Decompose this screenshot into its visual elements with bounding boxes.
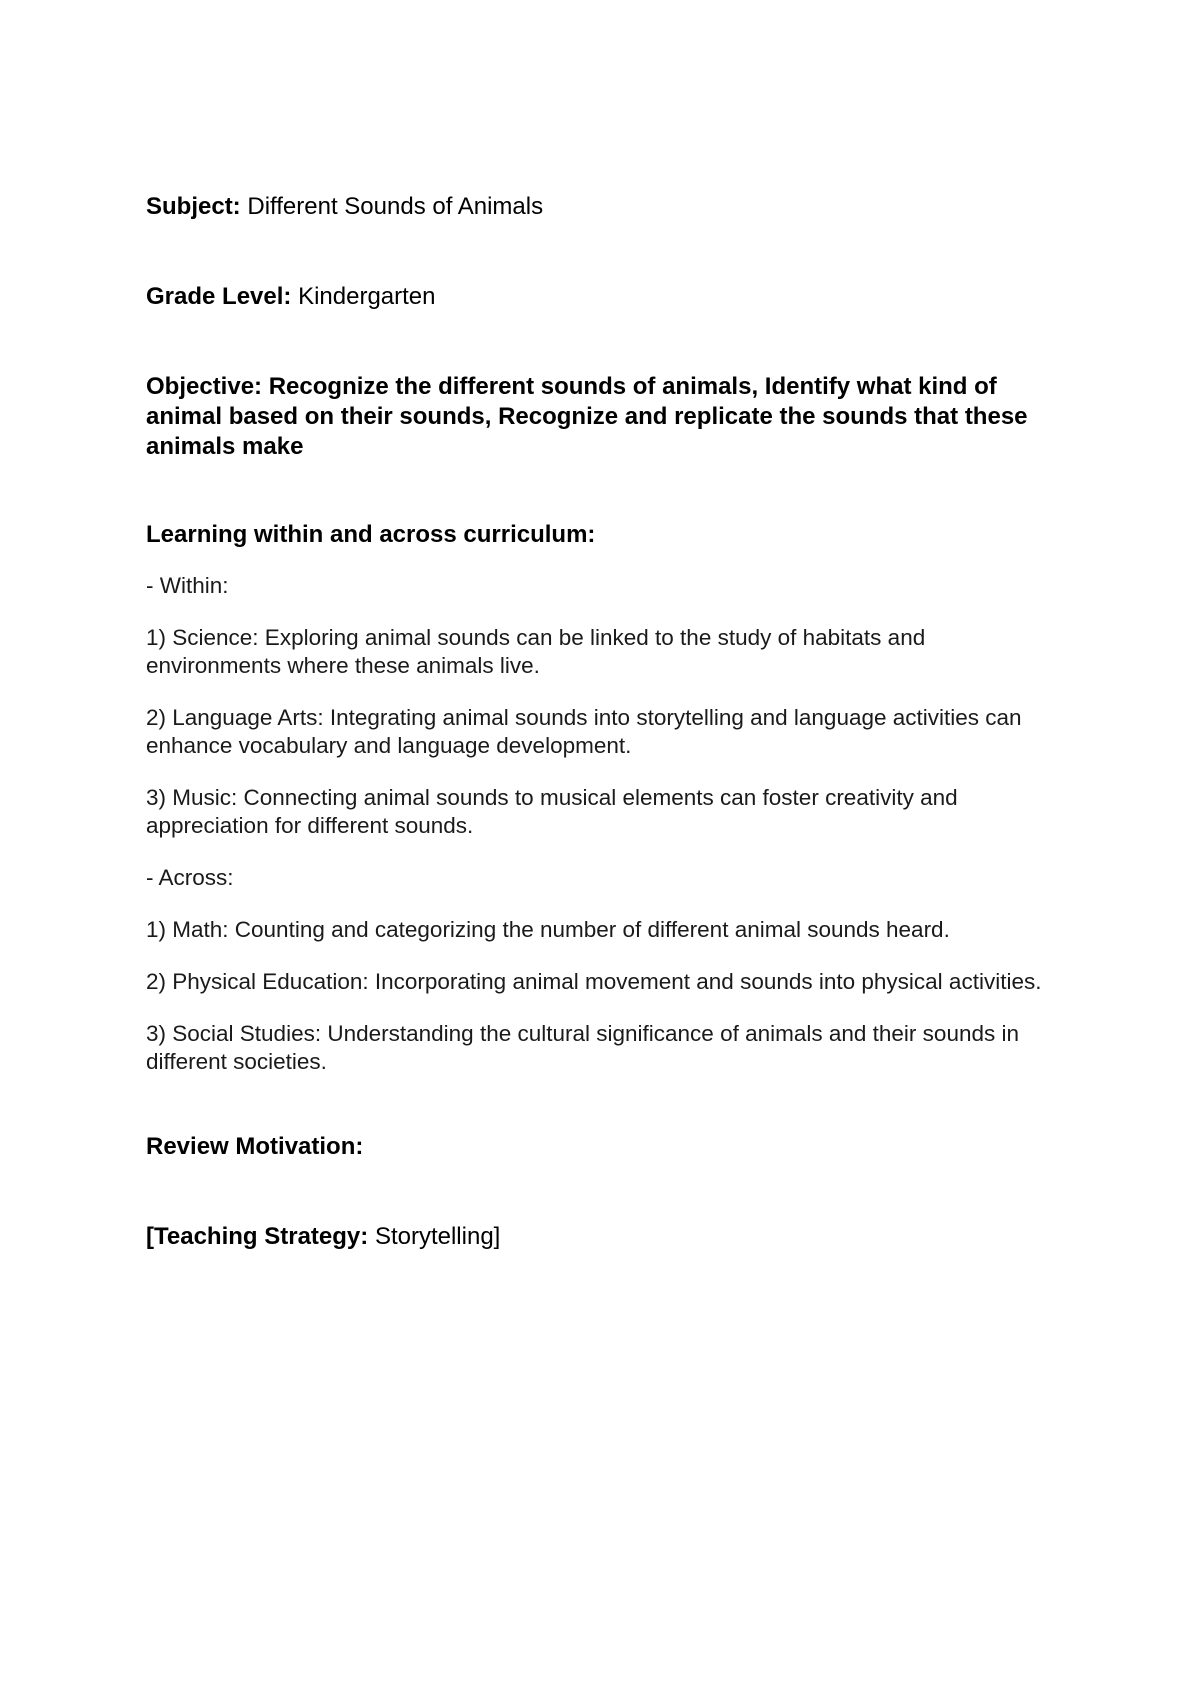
objective-label: Objective: bbox=[146, 373, 263, 400]
objective-value: Recognize the different sounds of animals, Identify what kind of animal based on their sounds, Recognize and replicate the sounds that these animals make bbox=[146, 373, 1028, 460]
teaching-strategy-line bbox=[146, 1222, 1066, 1252]
within-item-science: 1) Science: Exploring animal sounds can be linked to the study of habitats and environments where these animals live. bbox=[146, 625, 926, 678]
learning-heading: Learning within and across curriculum: bbox=[146, 521, 596, 548]
subject-value: Different Sounds of Animals bbox=[247, 193, 544, 220]
across-item-math: 1) Math: Counting and categorizing the number of different animal sounds heard. bbox=[146, 917, 950, 942]
teaching-strategy-value: Storytelling bbox=[374, 1223, 494, 1250]
grade-level-value: Kindergarten bbox=[298, 283, 436, 310]
grade-level-line bbox=[146, 282, 1066, 312]
within-item-music: 3) Music: Connecting animal sounds to musical elements can foster creativity and appreciation for different sounds. bbox=[146, 785, 958, 838]
grade-level-label: Grade Level: bbox=[146, 283, 292, 310]
teaching-strategy-close-bracket: ] bbox=[493, 1223, 501, 1250]
within-label: - Within: bbox=[146, 573, 229, 598]
document-content bbox=[146, 188, 1066, 1252]
review-motivation-heading: Review Motivation: bbox=[146, 1133, 364, 1160]
across-item-physical-education: 2) Physical Education: Incorporating animal movement and sounds into physical activities. bbox=[146, 969, 1042, 994]
across-item-social-studies: 3) Social Studies: Understanding the cultural significance of animals and their sounds in different societies. bbox=[146, 1021, 1019, 1074]
across-label: - Across: bbox=[146, 865, 234, 890]
teaching-strategy-open-bracket: [ bbox=[146, 1223, 154, 1250]
objective-block bbox=[146, 372, 1066, 462]
subject-line bbox=[146, 192, 1066, 222]
teaching-strategy-label: Teaching Strategy: bbox=[154, 1223, 369, 1250]
subject-label: Subject: bbox=[146, 193, 241, 220]
within-item-language-arts: 2) Language Arts: Integrating animal sounds into storytelling and language activities can enhance vocabulary and language development. bbox=[146, 705, 1022, 758]
